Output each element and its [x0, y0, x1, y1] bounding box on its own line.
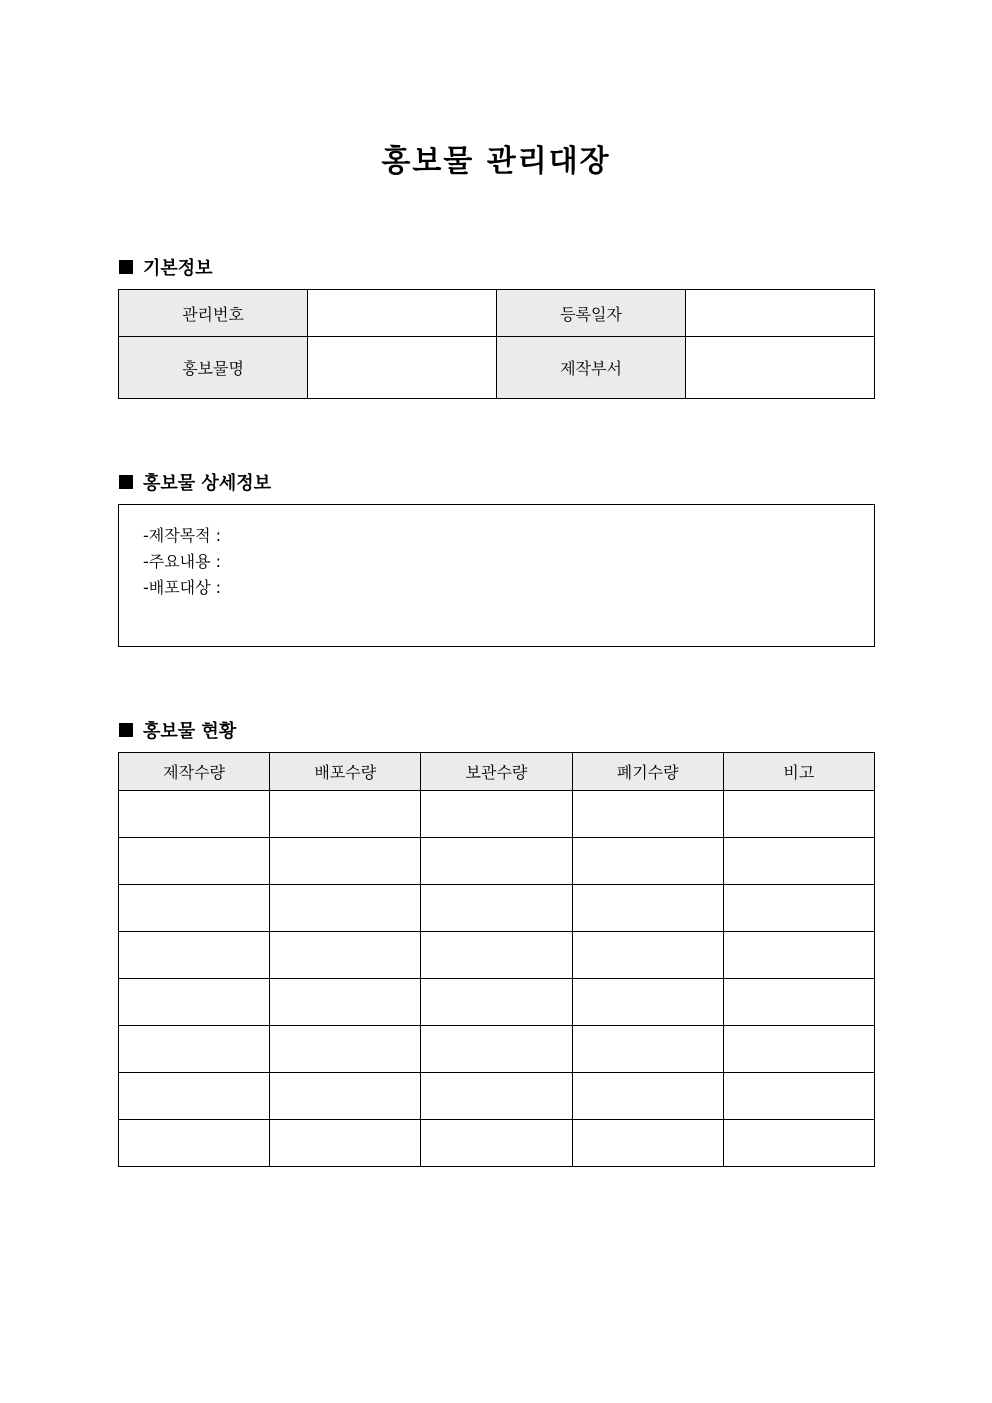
table-cell[interactable]: [270, 1120, 421, 1167]
target-line: -배포대상 :: [143, 578, 222, 597]
section-heading-basic-info: [119, 254, 213, 280]
table-row: [119, 1073, 875, 1120]
table-row: [119, 791, 875, 838]
mgmt-no-label: 관리번호: [119, 290, 308, 337]
table-cell[interactable]: [572, 838, 723, 885]
col-header-discarded: 폐기수량: [572, 753, 723, 791]
reg-date-field[interactable]: [686, 290, 875, 337]
col-header-stored: 보관수량: [421, 753, 572, 791]
section-heading-label: 기본정보: [143, 258, 213, 279]
table-cell[interactable]: [421, 791, 572, 838]
content-line: -주요내용 :: [143, 552, 222, 571]
table-header-row: [119, 753, 875, 791]
table-cell[interactable]: [421, 979, 572, 1026]
table-cell[interactable]: [723, 791, 874, 838]
table-row: [119, 838, 875, 885]
col-header-remarks: 비고: [723, 753, 874, 791]
section-heading-status: [119, 717, 236, 743]
table-cell[interactable]: [723, 1026, 874, 1073]
table-cell[interactable]: [119, 885, 270, 932]
table-cell[interactable]: [119, 1120, 270, 1167]
dept-field[interactable]: [686, 337, 875, 399]
promo-name-field[interactable]: [308, 337, 497, 399]
table-row: [119, 885, 875, 932]
table-cell[interactable]: [119, 1073, 270, 1120]
table-cell[interactable]: [723, 885, 874, 932]
square-bullet-icon: [119, 723, 133, 737]
table-cell[interactable]: [119, 979, 270, 1026]
table-cell[interactable]: [572, 979, 723, 1026]
table-row: [119, 1026, 875, 1073]
purpose-line: -제작목적 :: [143, 526, 222, 545]
table-cell[interactable]: [270, 979, 421, 1026]
dept-label: 제작부서: [497, 337, 686, 399]
table-cell[interactable]: [723, 1120, 874, 1167]
table-cell[interactable]: [572, 1026, 723, 1073]
table-cell[interactable]: [723, 932, 874, 979]
section-heading-label: 홍보물 상세정보: [143, 473, 271, 494]
table-cell[interactable]: [572, 932, 723, 979]
table-cell[interactable]: [119, 1026, 270, 1073]
basic-info-table: [118, 289, 875, 399]
table-cell[interactable]: [119, 791, 270, 838]
table-row: [119, 290, 875, 337]
table-cell[interactable]: [421, 1026, 572, 1073]
table-cell[interactable]: [421, 838, 572, 885]
table-cell[interactable]: [723, 979, 874, 1026]
table-row: [119, 932, 875, 979]
section-heading-label: 홍보물 현황: [143, 721, 237, 742]
table-cell[interactable]: [572, 791, 723, 838]
table-row: [119, 979, 875, 1026]
col-header-produced: 제작수량: [119, 753, 270, 791]
table-cell[interactable]: [119, 932, 270, 979]
reg-date-label: 등록일자: [497, 290, 686, 337]
table-cell[interactable]: [421, 932, 572, 979]
table-cell[interactable]: [421, 1073, 572, 1120]
promo-name-label: 홍보물명: [119, 337, 308, 399]
table-row: [119, 1120, 875, 1167]
status-table: [118, 752, 875, 1167]
col-header-distributed: 배포수량: [270, 753, 421, 791]
table-cell[interactable]: [572, 1073, 723, 1120]
table-cell[interactable]: [270, 838, 421, 885]
square-bullet-icon: [119, 475, 133, 489]
table-cell[interactable]: [723, 838, 874, 885]
section-heading-detail: [119, 469, 271, 495]
detail-box[interactable]: [118, 504, 875, 647]
detail-lines: [143, 523, 221, 601]
table-cell[interactable]: [270, 791, 421, 838]
square-bullet-icon: [119, 260, 133, 274]
table-cell[interactable]: [119, 838, 270, 885]
table-row: [119, 337, 875, 399]
table-cell[interactable]: [572, 885, 723, 932]
page-title: 홍보물 관리대장: [381, 144, 611, 179]
table-cell[interactable]: [421, 1120, 572, 1167]
table-cell[interactable]: [270, 932, 421, 979]
table-cell[interactable]: [270, 1073, 421, 1120]
mgmt-no-field[interactable]: [308, 290, 497, 337]
table-cell[interactable]: [421, 885, 572, 932]
table-cell[interactable]: [723, 1073, 874, 1120]
table-cell[interactable]: [572, 1120, 723, 1167]
table-cell[interactable]: [270, 1026, 421, 1073]
table-cell[interactable]: [270, 885, 421, 932]
